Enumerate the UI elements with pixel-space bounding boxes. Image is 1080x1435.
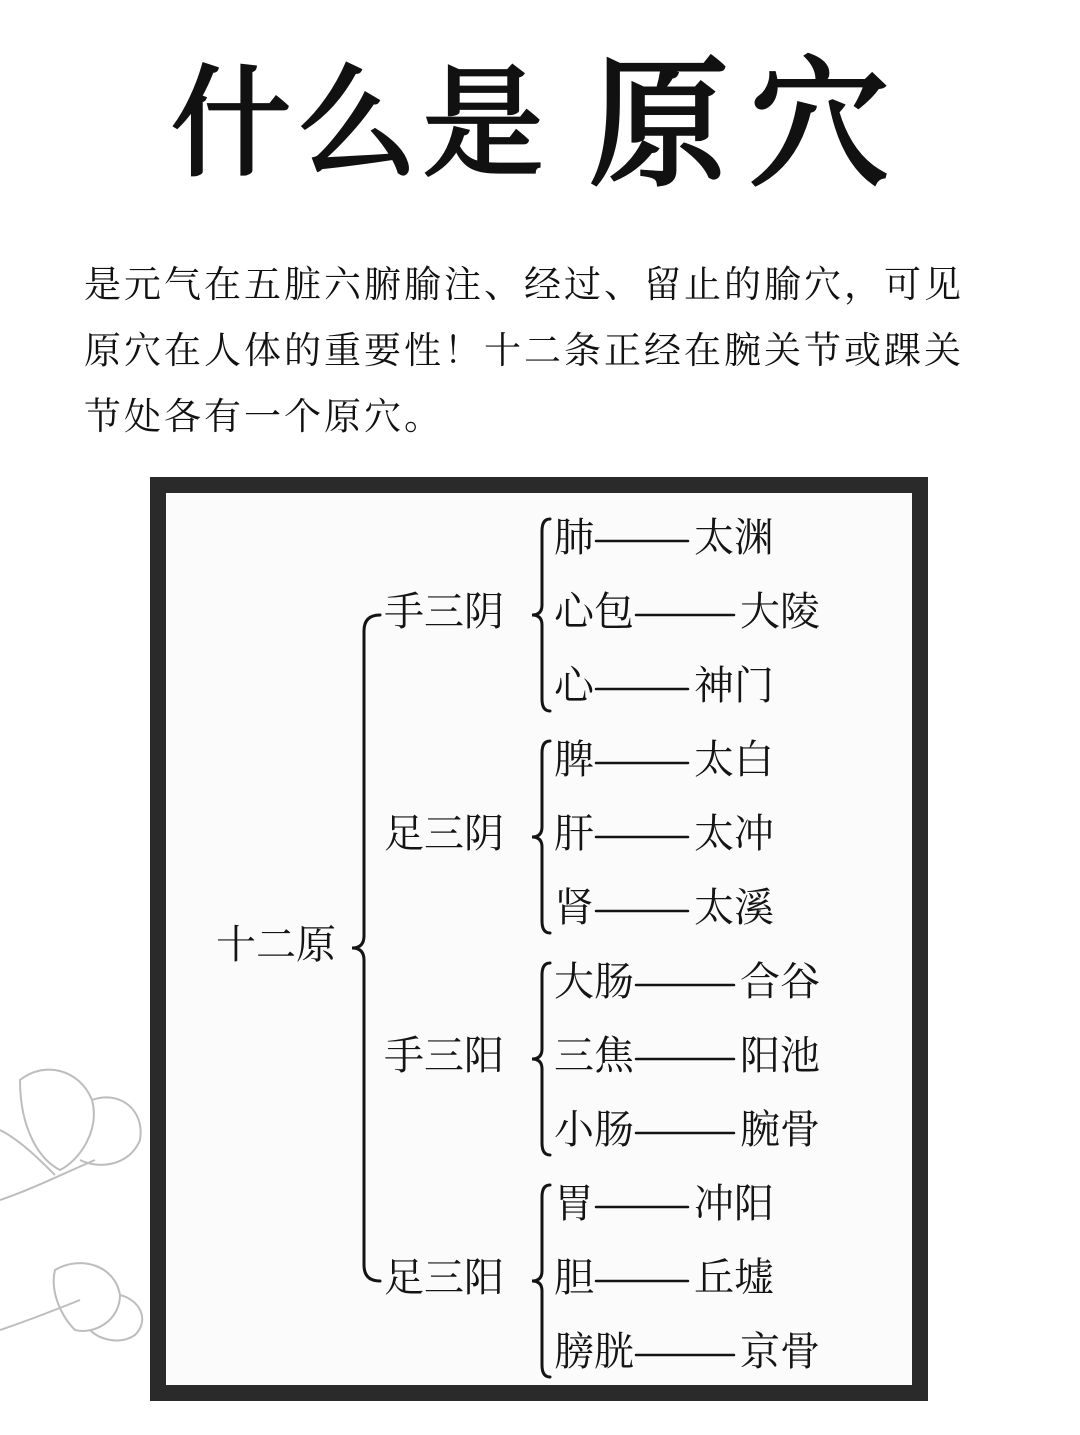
page-title: [0, 40, 1080, 210]
source-point-label: 阳池: [740, 1033, 820, 1079]
meridian-label: 小肠: [554, 1107, 634, 1153]
source-point-label: 太溪: [694, 885, 774, 931]
group-label: 足三阴: [384, 811, 504, 857]
diagram-canvas: [166, 493, 912, 1385]
source-point-label: 太冲: [694, 811, 774, 857]
root-label: 十二原: [216, 922, 336, 968]
meridian-label: 胃: [554, 1181, 594, 1227]
main-brace: [352, 615, 380, 1281]
meridian-label: 脾: [554, 737, 594, 783]
source-point-label: 京骨: [740, 1329, 820, 1375]
meridian-label: 胆: [554, 1255, 594, 1301]
meridian-label: 心: [554, 663, 594, 709]
group-label: 手三阳: [384, 1033, 504, 1079]
meridian-label: 肝: [554, 811, 594, 857]
meridian-label: 三焦: [554, 1033, 634, 1079]
group-label: 足三阳: [384, 1255, 504, 1301]
group-label: 手三阴: [384, 589, 504, 635]
source-point-label: 丘墟: [694, 1255, 774, 1301]
meridian-label: 膀胱: [554, 1329, 634, 1375]
source-point-label: 神门: [694, 663, 774, 709]
meridian-label: 肺: [554, 515, 594, 561]
meridian-label: 心包: [554, 589, 634, 635]
intro-paragraph: 是元气在五脏六腑腧注、经过、留止的腧穴，可见原穴在人体的重要性！十二条正经在腕关节或踝关节处各有一个原穴。: [84, 263, 964, 438]
source-point-label: 大陵: [740, 589, 820, 635]
source-point-label: 合谷: [740, 959, 820, 1005]
group-brace: [532, 741, 550, 933]
group-brace: [532, 1185, 550, 1377]
title-subject: 原穴: [588, 43, 909, 207]
source-point-label: 冲阳: [694, 1181, 774, 1227]
title-question: 什么是: [170, 55, 549, 194]
meridian-label: 肾: [554, 885, 594, 931]
source-point-label: 太白: [694, 737, 774, 783]
source-point-label: 太渊: [694, 515, 774, 561]
twelve-source-points-diagram: [150, 477, 928, 1401]
source-point-label: 腕骨: [740, 1107, 820, 1153]
meridian-label: 大肠: [554, 959, 634, 1005]
group-brace: [532, 963, 550, 1155]
group-brace: [532, 519, 550, 711]
